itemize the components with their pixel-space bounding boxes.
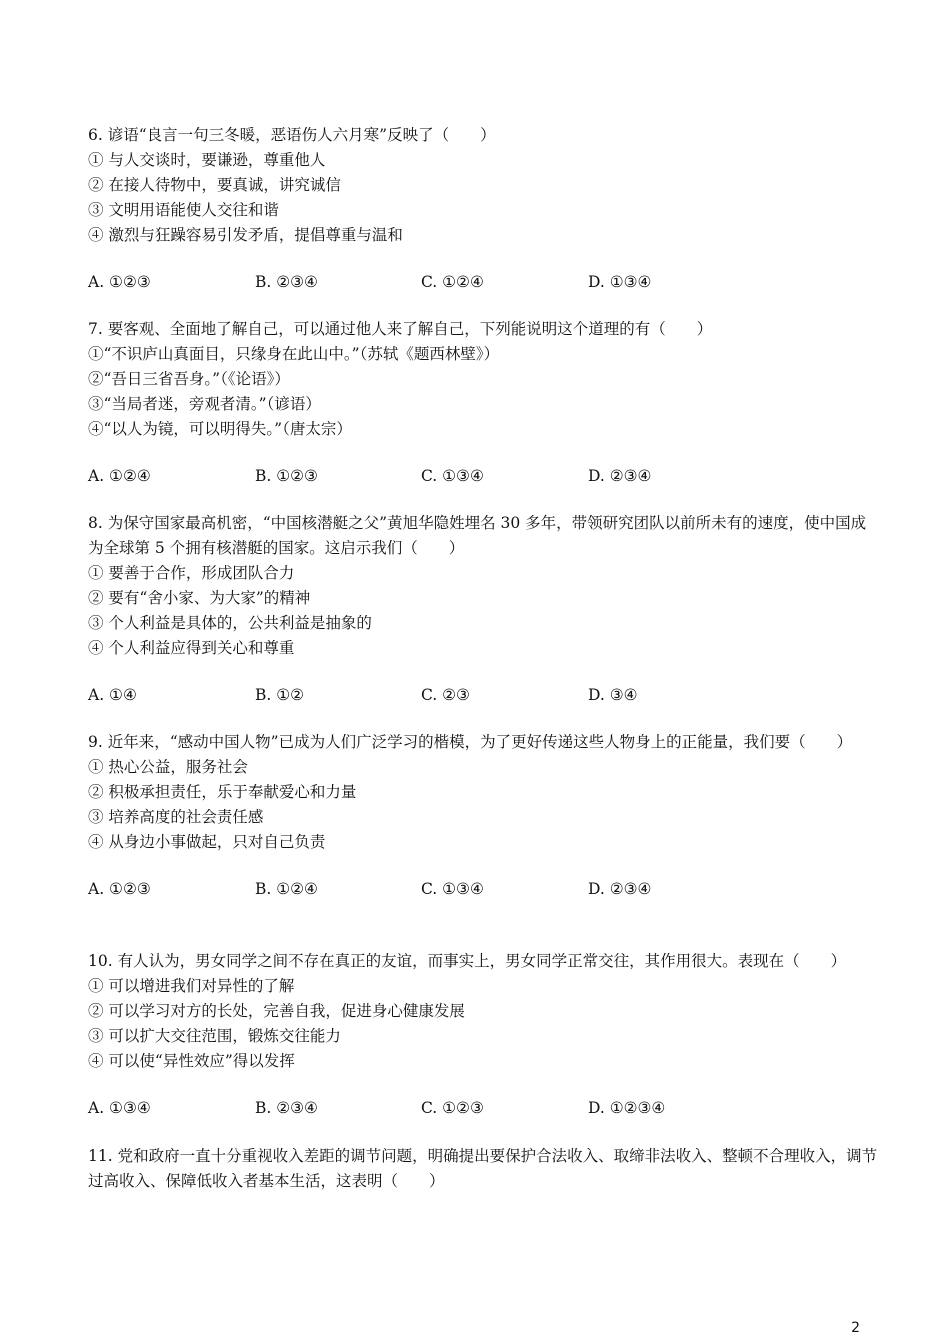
option-item: ① 热心公益，服务社会 [88,758,248,776]
choice-c[interactable]: C. ①②④ [421,273,484,291]
option-item: ① 与人交谈时，要谦逊，尊重他人 [88,151,326,169]
option-item: ③ 培养高度的社会责任感 [88,808,264,826]
option-item: ③ 文明用语能使人交往和谐 [88,201,279,219]
choice-a[interactable]: A. ①②③ [88,880,151,898]
question-stem: 9. 近年来，“感动中国人物”已成为人们广泛学习的楷模，为了更好传递这些人物身上的正能量，我们要（ ） [88,733,853,751]
choice-a[interactable]: A. ①②④ [88,467,151,485]
choice-d[interactable]: D. ①②③④ [588,1099,666,1117]
question-9 [88,730,878,901]
question-6 [88,123,878,294]
option-item: ② 要有“舍小家、为大家”的精神 [88,589,311,607]
choice-d[interactable]: D. ②③④ [588,880,652,898]
question-stem: 7. 要客观、全面地了解自己，可以通过他人来了解自己，下列能说明这个道理的有（ ） [88,320,713,338]
choice-c[interactable]: C. ②③ [421,686,470,704]
choice-b[interactable]: B. ①②④ [255,880,318,898]
option-item: ④ 个人利益应得到关心和尊重 [88,639,295,657]
choice-d[interactable]: D. ③④ [588,686,638,704]
choice-d[interactable]: D. ②③④ [588,467,652,485]
option-item: ④“以人为镜，可以明得失。”（唐太宗） [88,420,352,438]
choice-a[interactable]: A. ①④ [88,686,137,704]
question-8 [88,511,878,707]
page-number: 2 [851,1320,860,1336]
choice-b[interactable]: B. ②③④ [255,1099,318,1117]
option-item: ②“吾日三省吾身。”（《论语》） [88,370,290,388]
answer-choices [88,683,878,707]
option-item: ①“不识庐山真面目，只缘身在此山中。”（苏轼《题西林壁》） [88,345,500,363]
option-item: ② 在接人待物中，要真诚，讲究诚信 [88,176,341,194]
option-item: ④ 激烈与狂躁容易引发矛盾，提倡尊重与温和 [88,226,403,244]
answer-choices [88,877,878,901]
choice-c[interactable]: C. ①③④ [421,467,484,485]
choice-c[interactable]: C. ①②③ [421,1099,484,1117]
answer-choices [88,270,878,294]
choice-a[interactable]: A. ①②③ [88,273,151,291]
choice-a[interactable]: A. ①③④ [88,1099,151,1117]
question-10 [88,949,878,1120]
option-item: ② 可以学习对方的长处，完善自我，促进身心健康发展 [88,1002,465,1020]
question-7 [88,317,878,488]
choice-d[interactable]: D. ①③④ [588,273,652,291]
option-item: ④ 从身边小事做起，只对自己负责 [88,833,326,851]
choice-b[interactable]: B. ①②③ [255,467,318,485]
option-item: ① 要善于合作，形成团队合力 [88,564,295,582]
question-stem: 8. 为保守国家最高机密，“中国核潜艇之父”黄旭华隐姓埋名 30 多年，带领研究团队以前所未有的速度，使中国成为全球第 5 个拥有核潜艇的国家。这启示我们（ ） [88,514,867,557]
option-item: ③ 个人利益是具体的，公共利益是抽象的 [88,614,372,632]
answer-choices [88,1096,878,1120]
choice-b[interactable]: B. ②③④ [255,273,318,291]
answer-choices [88,464,878,488]
option-item: ③ 可以扩大交往范围，锻炼交往能力 [88,1027,341,1045]
question-stem: 6. 谚语“良言一句三冬暖，恶语伤人六月寒”反映了（ ） [88,126,496,144]
option-item: ③“当局者迷，旁观者清。”（谚语） [88,395,321,413]
option-item: ① 可以增进我们对异性的了解 [88,977,295,995]
option-item: ② 积极承担责任，乐于奉献爱心和力量 [88,783,357,801]
question-stem: 10. 有人认为，男女同学之间不存在真正的友谊，而事实上，男女同学正常交往，其作用很大。表现在（ ） [88,952,847,970]
choice-c[interactable]: C. ①③④ [421,880,484,898]
option-item: ④ 可以使“异性效应”得以发挥 [88,1052,295,1070]
choice-b[interactable]: B. ①② [255,686,305,704]
question-stem: 11. 党和政府一直十分重视收入差距的调节问题，明确提出要保护合法收入、取缔非法收入、整顿不合理收入，调节过高收入、保障低收入者基本生活，这表明（ ） [88,1147,878,1190]
question-11 [88,1144,878,1194]
